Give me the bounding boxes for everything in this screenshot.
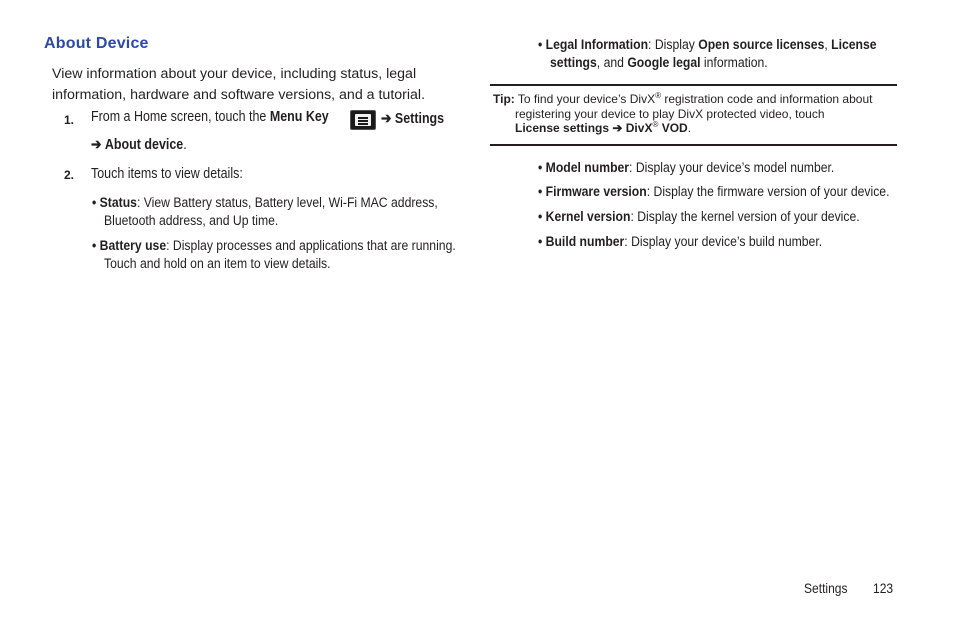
tip-vod: VOD xyxy=(658,121,688,135)
tip-box xyxy=(493,92,897,136)
bullet-desc: : Display xyxy=(648,37,699,53)
step-1-line-2 xyxy=(91,137,187,153)
bullet-dot: • xyxy=(92,238,97,254)
bullet-status xyxy=(92,194,438,212)
tip-text: registration code and information about xyxy=(661,92,873,106)
tip-line-2: registering your device to play DivX protected video, touch xyxy=(515,106,825,121)
about-device-label: About device xyxy=(104,137,184,153)
step-1-period: . xyxy=(183,137,187,153)
intro-paragraph xyxy=(52,64,432,106)
section-heading: About Device xyxy=(44,35,149,52)
bullet-firmware-version xyxy=(538,183,889,201)
bullet-term: Model number xyxy=(545,160,630,176)
bullet-kernel-version xyxy=(538,208,860,226)
bullet-desc: : Display processes and applications that are running. xyxy=(166,238,456,254)
tip-top-rule xyxy=(490,84,897,86)
bullet-legal-information-line-2 xyxy=(550,54,768,72)
bullet-dot: • xyxy=(538,37,543,53)
bullet-desc: : Display your device’s model number. xyxy=(629,160,835,176)
bullet-battery-use-line-2: Touch and hold on an item to view details. xyxy=(104,256,331,272)
bullet-desc: , and xyxy=(596,55,628,71)
bullet-term-3: License xyxy=(831,37,877,53)
step-2-text: Touch items to view details: xyxy=(91,166,243,182)
tip-divx: DivX xyxy=(625,121,653,135)
step-1-number: 1. xyxy=(64,113,75,127)
bullet-term: Status xyxy=(99,195,137,211)
bullet-desc: information. xyxy=(700,55,768,71)
bullet-dot: • xyxy=(538,160,543,176)
tip-line-3 xyxy=(493,121,897,136)
bullet-build-number xyxy=(538,233,822,251)
settings-label: Settings xyxy=(394,111,445,127)
arrow-icon: ➔ xyxy=(609,121,626,135)
bullet-desc: : View Battery status, Battery level, Wi-Fi MAC address, xyxy=(136,195,438,211)
tip-line-1 xyxy=(493,92,897,107)
arrow-icon: ➔ xyxy=(381,111,392,127)
tip-label: Tip: xyxy=(493,92,515,106)
intro-line-1: View information about your device, including status, legal xyxy=(52,66,417,82)
footer-page-number: 123 xyxy=(873,580,894,596)
bullet-desc: : Display the kernel version of your device. xyxy=(630,209,860,225)
bullet-battery-use xyxy=(92,237,456,255)
bullet-term: Firmware version xyxy=(545,184,647,200)
step-1-settings xyxy=(381,111,444,127)
arrow-icon: ➔ xyxy=(91,137,102,153)
bullet-term: Battery use xyxy=(99,238,167,254)
bullet-model-number xyxy=(538,159,834,177)
intro-line-2: information, hardware and software versions, and a tutorial. xyxy=(52,87,426,103)
tip-period: . xyxy=(687,121,692,135)
menu-key-icon xyxy=(350,110,376,130)
bullet-term: Legal Information xyxy=(545,37,649,53)
footer-section-name: Settings xyxy=(804,580,848,596)
bullet-term-3-cont: settings xyxy=(550,55,597,71)
step-2-number: 2. xyxy=(64,168,75,182)
bullet-desc: , xyxy=(824,37,832,53)
bullet-desc: : Display your device’s build number. xyxy=(624,234,823,250)
bullet-dot: • xyxy=(538,209,543,225)
tip-bottom-rule xyxy=(490,144,897,146)
bullet-term: Build number xyxy=(545,234,625,250)
bullet-dot: • xyxy=(92,195,97,211)
bullet-term-4: Google legal xyxy=(627,55,701,71)
tip-license-settings: License settings xyxy=(515,121,610,135)
bullet-term: Kernel version xyxy=(545,209,631,225)
registered-mark: ® xyxy=(655,91,661,100)
step-1-text: From a Home screen, touch the xyxy=(91,109,267,125)
bullet-desc: : Display the firmware version of your device. xyxy=(646,184,890,200)
bullet-legal-information xyxy=(538,36,877,54)
bullet-term-2: Open source licenses xyxy=(698,37,825,53)
tip-text: To find your device’s DivX xyxy=(517,92,656,106)
registered-mark: ® xyxy=(652,120,659,129)
bullet-dot: • xyxy=(538,234,543,250)
menu-key-label: Menu Key xyxy=(269,109,329,125)
bullet-status-line-2: Bluetooth address, and Up time. xyxy=(104,213,279,229)
bullet-dot: • xyxy=(538,184,543,200)
